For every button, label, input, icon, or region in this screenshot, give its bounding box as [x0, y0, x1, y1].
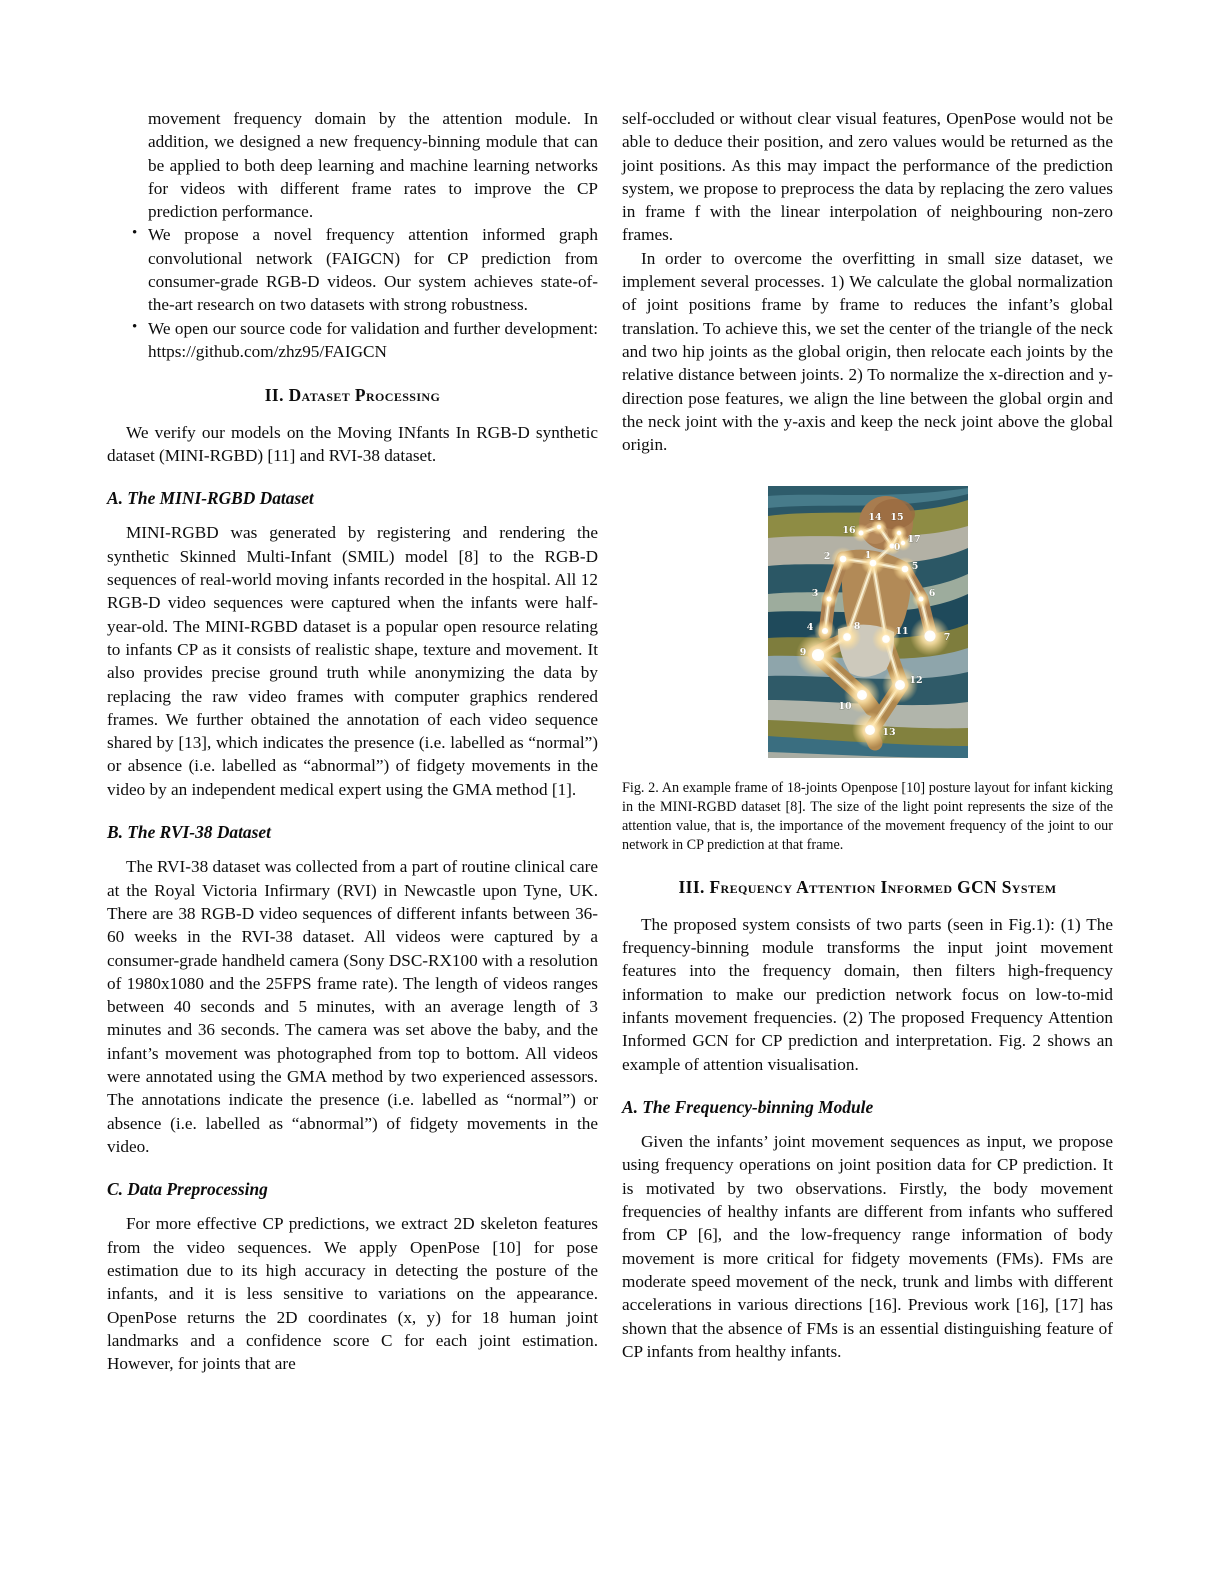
bullet-text: We open our source code for validation and further development: https://github.com/zhz95/FAIGCN [148, 318, 598, 361]
subsection-heading-frequency-binning: A. The Frequency-binning Module [622, 1096, 874, 1117]
joint-label-14: 14 [867, 512, 882, 524]
subsection-heading-rvi-38: B. The RVI-38 Dataset [107, 822, 271, 843]
paragraph-normalization: In order to overcome the overfitting in small size dataset, we implement several processes. 1) We calculate the global normalization of joint positions frame by frame to reduces the infant’s global translation. To achieve this, we set the center of the triangle of the neck and two hip joints as the global origin, then relocate each joints by the relative distance between joints. 2) To normalize the x-direction and y-direction pose features, we align the line between the global orgin and the neck joint with the y-axis and keep the neck joint above the global origin. [622, 248, 1113, 455]
joint-label-12: 12 [908, 675, 923, 687]
subsection-heading-data-preprocessing: C. Data Preprocessing [107, 1179, 268, 1200]
joint-label-6: 6 [928, 588, 935, 600]
left-column [107, 107, 598, 1376]
figure-2-infant-pose-image [768, 486, 968, 758]
joint-label-3: 3 [811, 588, 818, 600]
bullet-marker: • [132, 318, 138, 335]
bullet-item-source-code [132, 317, 598, 364]
paragraph-mini-rgbd: MINI-RGBD was generated by registering and rendering the synthetic Skinned Multi-Infant (SMIL) model [8] to the RGB-D sequences of real-world moving infants recorded in the hospital. All 12 RGB-D video sequences were captured when the infants were half-year-old. The MINI-RGBD dataset is a popular open resource relating to infants CP as it consists of realistic shape, texture and movement. It also provides precise ground truth while anonymizing the data by replacing the raw video frames with computer graphics rendered frames. We further obtained the annotation of each video sequence shared by [13], which indicates the presence (i.e. labelled as “normal”) or absence (i.e. labelled as “abnormal”) of fidgety movements in the video by an independent medical expert using the GMA method [1]. [107, 523, 598, 799]
joint-label-16: 16 [841, 525, 856, 537]
joint-label-4: 4 [806, 622, 813, 634]
section-heading-faigcn-system: III. Frequency Attention Informed GCN System [678, 877, 1057, 898]
bullet-marker: • [132, 225, 138, 242]
figure-2-block [622, 486, 1113, 855]
bullet-text: We propose a novel frequency attention informed graph convolutional network (FAIGCN) for CP prediction from consumer-grade RGB-D videos. Our system achieves state-of-the-art research on two datasets with strong robustness. [148, 225, 598, 315]
paragraph-system-overview: The proposed system consists of two parts (seen in Fig.1): (1) The frequency-binning module transforms the input joint movement features into the frequency domain, then filters high-frequency information to make our prediction network focus on low-to-mid infants movement frequencies. (2) The proposed Frequency Attention Informed GCN for CP prediction and interpretation. Fig. 2 shows an example of attention visualisation. [622, 914, 1113, 1074]
joint-label-8: 8 [853, 621, 860, 633]
joint-label-5: 5 [911, 561, 918, 573]
paragraph-dataset-intro: We verify our models on the Moving INfants In RGB-D synthetic dataset (MINI-RGBD) [11] and RVI-38 dataset. [107, 422, 598, 465]
bullet-item-faigcn [132, 223, 598, 316]
joint-label-15: 15 [889, 512, 904, 524]
joint-label-2: 2 [823, 551, 830, 563]
joint-label-7: 7 [943, 632, 950, 644]
joint-label-13: 13 [881, 727, 896, 739]
subsection-heading-mini-rgbd: A. The MINI-RGBD Dataset [107, 488, 314, 509]
joint-label-0: 0 [893, 542, 900, 554]
joint-label-17: 17 [906, 534, 921, 546]
paragraph-frequency-binning: Given the infants’ joint movement sequences as input, we propose using frequency operations on joint position data for CP prediction. It is motivated by two observations. Firstly, the body movement frequencies of healthy infants are different from infants who suffered from CP [6], and the low-frequency range information of body movement is more critical for fidgety movements (FMs). FMs are moderate speed movement of the neck, trunk and limbs with different accelerations in various directions [16]. Previous work [16], [17] has shown that the absence of FMs is an essential distinguishing feature of CP infants from healthy infants. [622, 1132, 1113, 1361]
joint-label-9: 9 [799, 647, 806, 659]
joint-label-11: 11 [894, 626, 909, 638]
paragraph-data-preprocessing: For more effective CP predictions, we extract 2D skeleton features from the video sequences. We apply OpenPose [10] for pose estimation due to its high accuracy in detecting the posture of the infants, and it is less sensitive to variations on the appearance. OpenPose returns the 2D coordinates (x, y) for 18 human joint landmarks and a confidence score C for each joint estimation. However, for joints that are [107, 1214, 598, 1374]
section-heading-dataset-processing: II. Dataset Processing [264, 385, 441, 406]
figure-2-caption: Fig. 2. An example frame of 18-joints Openpose [10] posture layout for infant kicking in the MINI-RGBD dataset [8]. The size of the light point represents the size of the attention value, that is, the importance of the movement frequency of the joint to our network in CP prediction at that frame. [622, 780, 1113, 854]
paragraph-occlusion: self-occluded or without clear visual features, OpenPose would not be able to deduce their position, and zero values would be returned as the joint positions. As this may impact the performance of the prediction system, we propose to preprocess the data by replacing the zero values in frame f with the linear interpolation of neighbouring non-zero frames. [622, 109, 1113, 245]
right-column [622, 107, 1113, 1363]
paragraph-rvi-38: The RVI-38 dataset was collected from a part of routine clinical care at the Royal Victoria Infirmary (RVI) in Newcastle upon Tyne, UK. There are 38 RGB-D video sequences of different infants between 36-60 weeks in the RVI-38 dataset. All videos were captured by a consumer-grade handheld camera (Sony DSC-RX100 with a resolution of 1980x1080 and the 25FPS frame rate). The length of videos ranges between 40 seconds and 5 minutes, with an average length of 3 minutes and 36 seconds. The camera was set above the baby, and the infant’s movement was photographed from top to bottom. All videos were annotated using the GMA method by two experienced assessors. The annotations indicate the presence (i.e. labelled as “normal”) or absence (i.e. labelled as “abnormal”) of fidgety movements in the video. [107, 857, 598, 1156]
joint-label-1: 1 [864, 550, 871, 562]
joint-label-10: 10 [837, 701, 852, 713]
bullet-continuation-paragraph: movement frequency domain by the attention module. In addition, we designed a new frequency-binning module that can be applied to both deep learning and machine learning networks for videos with different frame rates to improve the CP prediction performance. [148, 109, 598, 222]
